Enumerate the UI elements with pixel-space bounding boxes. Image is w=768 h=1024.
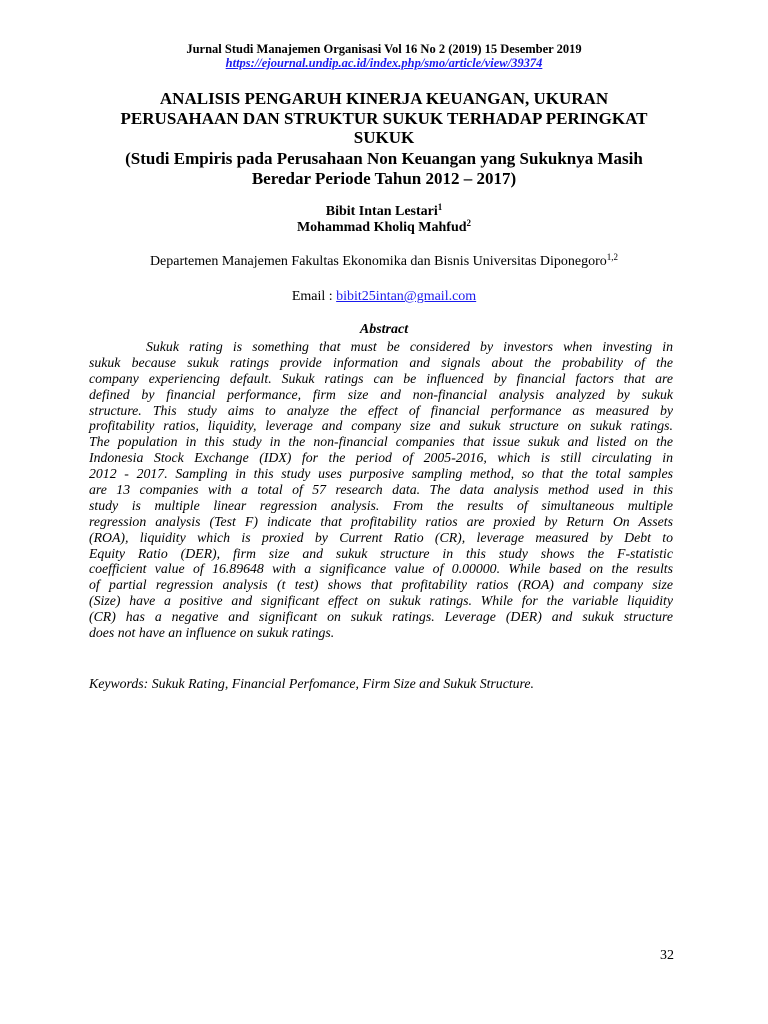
- abstract-line: Equity Ratio (DER), firm size and sukuk structure in this study shows the F-statistic: [89, 545, 673, 561]
- email-link[interactable]: bibit25intan@gmail.com: [336, 289, 477, 304]
- author-name: Bibit Intan Lestari: [325, 204, 438, 219]
- abstract-line: of partial regression analysis (t test) shows that profitability ratios (ROA) and company size: [89, 577, 673, 593]
- author-1: [0, 204, 768, 220]
- affiliation: [0, 254, 768, 270]
- abstract-heading: Abstract: [359, 322, 409, 337]
- email-line: [0, 289, 768, 305]
- abstract-line: 2012 - 2017. Sampling in this study uses purposive sampling method, so that the total samples: [89, 466, 673, 482]
- abstract-line: structure. This study aims to analyze the effect of financial performance as measured by: [89, 402, 673, 418]
- title-line: ANALISIS PENGARUH KINERJA KEUANGAN, UKURAN: [159, 89, 609, 108]
- keywords: Keywords: Sukuk Rating, Financial Perfomance, Firm Size and Sukuk Structure.: [89, 676, 534, 691]
- abstract-line: The population in this study in the non-financial companies that issue sukuk and listed on the: [89, 434, 673, 450]
- email-label: Email :: [291, 289, 337, 304]
- subtitle-line: Beredar Periode Tahun 2012 – 2017): [251, 168, 517, 188]
- abstract-line: coefficient value of 16.89648 with a significance value of 0.00000. While based on the results: [89, 561, 673, 577]
- abstract-line: Indonesia Stock Exchange (IDX) for the period of 2005-2016, which is still circulating in: [89, 450, 673, 466]
- abstract-line: are 13 companies with a total of 57 research data. The data analysis method used in this: [89, 482, 673, 498]
- paper-subtitle: [80, 149, 688, 188]
- author-2: [0, 220, 768, 236]
- abstract-line: sukuk because sukuk ratings provide information and signals about the probability of the: [89, 354, 673, 370]
- affiliation-sup: 1,2: [606, 252, 619, 262]
- abstract-body: [89, 339, 673, 641]
- abstract-line: (ROA), liquidity which is proxied by Current Ratio (CR), leverage measured by Debt to: [89, 529, 673, 545]
- author-name: Mohammad Kholiq Mahfud: [296, 220, 467, 235]
- abstract-line: (CR) has a negative and significant on sukuk ratings. Leverage (DER) and sukuk structure: [89, 609, 673, 625]
- journal-header: Jurnal Studi Manajemen Organisasi Vol 16 No 2 (2019) 15 Desember 2019: [186, 42, 582, 56]
- subtitle-line: (Studi Empiris pada Perusahaan Non Keuangan yang Sukuknya Masih: [125, 149, 643, 168]
- author-sup: 2: [466, 218, 472, 228]
- abstract-line: study is multiple linear regression analysis. From the results of simultaneous multiple: [89, 497, 673, 513]
- title-line: PERUSAHAAN DAN STRUKTUR SUKUK TERHADAP PERINGKAT: [120, 108, 648, 128]
- abstract-line: profitability ratios, liquidity, leverage and company size and sukuk structure on sukuk ratings.: [89, 418, 673, 434]
- abstract-line: company experiencing default. Sukuk ratings can be influenced by financial factors that are: [89, 370, 673, 386]
- abstract-line: does not have an influence on sukuk ratings.: [89, 625, 335, 641]
- title-line: SUKUK: [353, 128, 415, 147]
- abstract-line: defined by financial performance, firm size and non-financial analysis analyzed by sukuk: [89, 386, 673, 402]
- affiliation-text: Departemen Manajemen Fakultas Ekonomika dan Bisnis Universitas Diponegoro: [149, 254, 607, 269]
- abstract-line: (Size) have a positive and significant effect on sukuk ratings. While for the variable liquidity: [89, 593, 673, 609]
- paper-title: [80, 89, 688, 148]
- page-number: 32: [660, 948, 674, 963]
- author-sup: 1: [437, 202, 443, 212]
- abstract-line: regression analysis (Test F) indicate that profitability ratios are proxied by Return On Assets: [89, 513, 673, 529]
- journal-url-link[interactable]: https://ejournal.undip.ac.id/index.php/smo/article/view/39374: [225, 56, 543, 70]
- abstract-line: Sukuk rating is something that must be considered by investors when investing in: [146, 339, 673, 354]
